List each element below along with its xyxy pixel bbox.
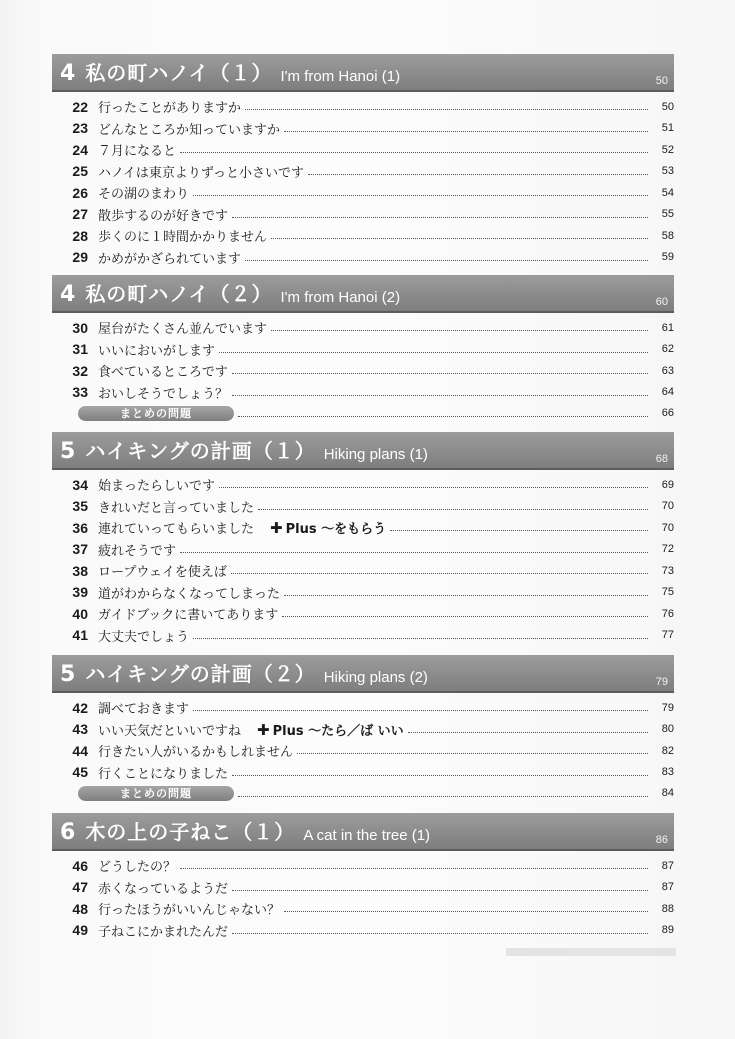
entry-page: 76 (661, 607, 674, 620)
leader-dots (238, 796, 648, 797)
toc-entry[interactable] (52, 762, 674, 784)
entry-number: 34 (72, 476, 88, 493)
entry-title: 行ったことがありますか (98, 101, 242, 117)
chapter-title-jp: ハイキングの計画（１） (85, 439, 316, 463)
entry-number: 35 (72, 498, 88, 515)
leader-dots (390, 530, 648, 531)
entry-page: 77 (661, 629, 674, 642)
toc-entry[interactable] (52, 339, 674, 361)
entry-number: 44 (72, 742, 88, 759)
leader-dots (232, 373, 648, 374)
chapter-section (52, 275, 674, 423)
chapter-page: 68 (655, 453, 668, 465)
toc-entry[interactable] (52, 898, 674, 920)
toc-entry[interactable] (52, 474, 674, 496)
entry-title: どんなところか知っていますか (98, 122, 281, 138)
entry-title: その湖のまわり (98, 187, 190, 203)
leader-dots (258, 509, 648, 510)
leader-dots (219, 352, 648, 353)
chapter-title-jp: 木の上の子ねこ（１） (85, 820, 296, 844)
entry-title: ロープウェイを使えば (98, 565, 227, 581)
toc-entry[interactable] (52, 582, 674, 604)
entry-title: いいにおいがします (98, 343, 216, 359)
entry-page: 53 (661, 165, 674, 178)
entry-title: かめがかざられています (98, 251, 242, 267)
entry-page: 61 (661, 321, 674, 334)
entry-page: 87 (661, 859, 674, 872)
entry-number: 42 (72, 699, 88, 716)
entry-number: 43 (72, 721, 88, 738)
toc-entry[interactable] (52, 247, 674, 269)
entry-title: 子ねこにかまれたんだ (98, 924, 229, 940)
entry-number: 26 (72, 184, 88, 201)
entry-page: 54 (661, 186, 674, 199)
entry-title: 歩くのに１時間かかりません (98, 230, 268, 246)
entry-number: 24 (72, 141, 88, 158)
toc-entry[interactable] (52, 182, 674, 204)
entry-title: いい天気だといいですね (98, 723, 242, 739)
chapter-page: 86 (655, 834, 668, 846)
leader-dots (308, 174, 648, 175)
chapter-number: 5 (60, 662, 76, 687)
leader-dots (232, 890, 648, 891)
entry-number: 22 (72, 98, 88, 115)
plus-note (257, 720, 404, 739)
leader-dots (193, 195, 648, 196)
entry-title: 大丈夫でしょう (98, 629, 190, 645)
entry-page: 73 (661, 564, 674, 577)
entry-number: 48 (72, 900, 88, 917)
entry-title: 行ったほうがいいんじゃない？ (98, 903, 281, 919)
review-badge: まとめの問題 (78, 406, 234, 421)
leader-dots (282, 616, 648, 617)
plus-icon: ✚ (270, 519, 283, 538)
toc-entry[interactable] (52, 161, 674, 183)
leader-dots (297, 753, 648, 754)
chapter-title-en: I'm from Hanoi (2) (280, 289, 401, 306)
plus-icon: ✚ (257, 720, 270, 739)
entry-number: 29 (72, 249, 88, 266)
entry-page: 66 (661, 407, 674, 419)
toc-entry[interactable] (52, 539, 674, 561)
chapter-banner (52, 813, 674, 851)
leader-dots (271, 238, 648, 239)
toc-entry[interactable] (52, 855, 674, 877)
leader-dots (232, 933, 648, 934)
entry-number: 30 (72, 319, 88, 336)
entry-page: 88 (661, 902, 674, 915)
entry-number: 27 (72, 206, 88, 223)
toc-entry[interactable] (52, 877, 674, 899)
toc-entry[interactable] (52, 517, 674, 539)
entry-page: 82 (661, 744, 674, 757)
entry-number: 45 (72, 764, 88, 781)
entry-title: 道がわからなくなってしまった (98, 586, 281, 602)
chapter-title-en: Hiking plans (1) (323, 446, 428, 463)
plus-note-text: Plus ～をもらう (285, 522, 387, 538)
entry-number: 32 (72, 362, 88, 379)
entry-page: 72 (661, 543, 674, 556)
chapter-section (52, 432, 674, 646)
toc-entry[interactable] (52, 697, 674, 719)
entry-page: 55 (661, 208, 674, 221)
chapter-title-jp: 私の町ハノイ（２） (85, 282, 273, 306)
review-badge: まとめの問題 (78, 786, 234, 801)
toc-entry[interactable] (52, 719, 674, 741)
leader-dots (238, 416, 648, 417)
entry-page: 70 (661, 500, 674, 513)
entry-page: 70 (661, 521, 674, 534)
chapter-page: 79 (655, 676, 668, 688)
entry-page: 83 (661, 766, 674, 779)
entry-number: 37 (72, 541, 88, 558)
leader-dots (232, 775, 648, 776)
leader-dots (232, 395, 648, 396)
leader-dots (408, 732, 648, 733)
leader-dots (193, 638, 648, 639)
leader-dots (231, 573, 648, 574)
entry-title: 赤くなっているようだ (98, 881, 229, 897)
entry-number: 38 (72, 562, 88, 579)
chapter-section (52, 54, 674, 268)
chapter-page: 60 (655, 296, 668, 308)
leader-dots (232, 217, 648, 218)
entry-number: 40 (72, 605, 88, 622)
entry-title: 調べておきます (98, 702, 190, 718)
toc-entry[interactable] (52, 96, 674, 118)
entry-number: 31 (72, 341, 88, 358)
entry-number: 23 (72, 120, 88, 137)
toc-entry[interactable] (52, 625, 674, 647)
leader-dots (193, 710, 648, 711)
toc-entry[interactable] (52, 225, 674, 247)
chapter-number: 4 (60, 282, 76, 307)
leader-dots (284, 131, 648, 132)
entry-number: 33 (72, 384, 88, 401)
entry-page: 50 (661, 100, 674, 113)
entry-title: 行くことになりました (98, 766, 229, 782)
entry-title: 食べているところです (98, 365, 228, 381)
entry-page: 58 (661, 229, 674, 242)
leader-dots (245, 109, 648, 110)
entry-page: 89 (661, 924, 674, 937)
leader-dots (284, 595, 648, 596)
chapter-title-en: I'm from Hanoi (1) (280, 68, 401, 85)
entry-title: ガイドブックに書いてあります (98, 608, 279, 624)
chapter-title-jp: 私の町ハノイ（１） (85, 61, 273, 85)
toc-entry[interactable] (52, 317, 674, 339)
chapter-page: 50 (655, 75, 668, 87)
entry-title: 屋台がたくさん並んでいます (98, 322, 268, 338)
leader-dots (284, 911, 648, 912)
toc-entry[interactable] (52, 139, 674, 161)
chapter-banner (52, 275, 674, 313)
chapter-section (52, 655, 674, 803)
chapter-banner (52, 54, 674, 92)
toc-entry[interactable] (52, 603, 674, 625)
toc-entry[interactable] (52, 118, 674, 140)
entry-title: ハノイは東京よりずっと小さいです (98, 165, 305, 181)
leader-dots (180, 868, 648, 869)
entry-number: 28 (72, 227, 88, 244)
chapter-number: 6 (60, 820, 76, 845)
faded-footer-bar (506, 948, 676, 956)
chapter-banner (52, 432, 674, 470)
entry-title: どうしたの？ (98, 860, 177, 876)
entry-number: 39 (72, 584, 88, 601)
leader-dots (271, 330, 648, 331)
entry-number: 46 (72, 857, 88, 874)
entry-page: 63 (661, 364, 674, 377)
review-entry[interactable] (52, 783, 674, 803)
toc-entry[interactable] (52, 204, 674, 226)
leader-dots (180, 552, 648, 553)
leader-dots (219, 487, 648, 488)
toc-entry[interactable] (52, 560, 674, 582)
entry-title: 散歩するのが好きです (98, 208, 229, 224)
leader-dots (245, 260, 648, 261)
entry-page: 62 (661, 343, 674, 356)
entry-page: 52 (661, 143, 674, 156)
entry-number: 25 (72, 163, 88, 180)
chapter-number: 4 (60, 61, 76, 86)
entry-title: 連れていってもらいました (98, 522, 255, 538)
entry-page: 64 (661, 386, 674, 399)
entry-page: 75 (661, 586, 674, 599)
entry-page: 51 (661, 122, 674, 135)
entry-title: 疲れそうです (98, 543, 177, 559)
toc-entry[interactable] (52, 740, 674, 762)
review-entry[interactable] (52, 403, 674, 423)
entry-title: おいしそうでしょう？ (98, 386, 229, 402)
chapter-title-jp: ハイキングの計画（２） (85, 662, 316, 686)
entry-title: きれいだと言っていました (98, 500, 255, 516)
toc-entry[interactable] (52, 496, 674, 518)
entry-page: 87 (661, 881, 674, 894)
entry-title: ７月になると (98, 144, 177, 160)
entry-title: 始まったらしいです (98, 479, 216, 495)
chapter-title-en: Hiking plans (2) (323, 669, 428, 686)
entry-page: 59 (661, 251, 674, 264)
toc-entry[interactable] (52, 920, 674, 942)
plus-note (270, 518, 386, 537)
plus-note-text: Plus ～たら／ば いい (272, 723, 404, 739)
chapter-banner (52, 655, 674, 693)
entry-number: 49 (72, 922, 88, 939)
entry-page: 69 (661, 478, 674, 491)
entry-number: 47 (72, 879, 88, 896)
chapter-number: 5 (60, 439, 76, 464)
entry-number: 36 (72, 519, 88, 536)
entry-number: 41 (72, 627, 88, 644)
chapter-section (52, 813, 674, 941)
entry-page: 80 (661, 723, 674, 736)
leader-dots (180, 152, 648, 153)
entry-title: 行きたい人がいるかもしれません (98, 745, 294, 761)
toc-entry[interactable] (52, 382, 674, 404)
toc-entry[interactable] (52, 360, 674, 382)
entry-page: 79 (661, 701, 674, 714)
chapter-title-en: A cat in the tree (1) (303, 827, 431, 844)
entry-page: 84 (661, 787, 674, 799)
